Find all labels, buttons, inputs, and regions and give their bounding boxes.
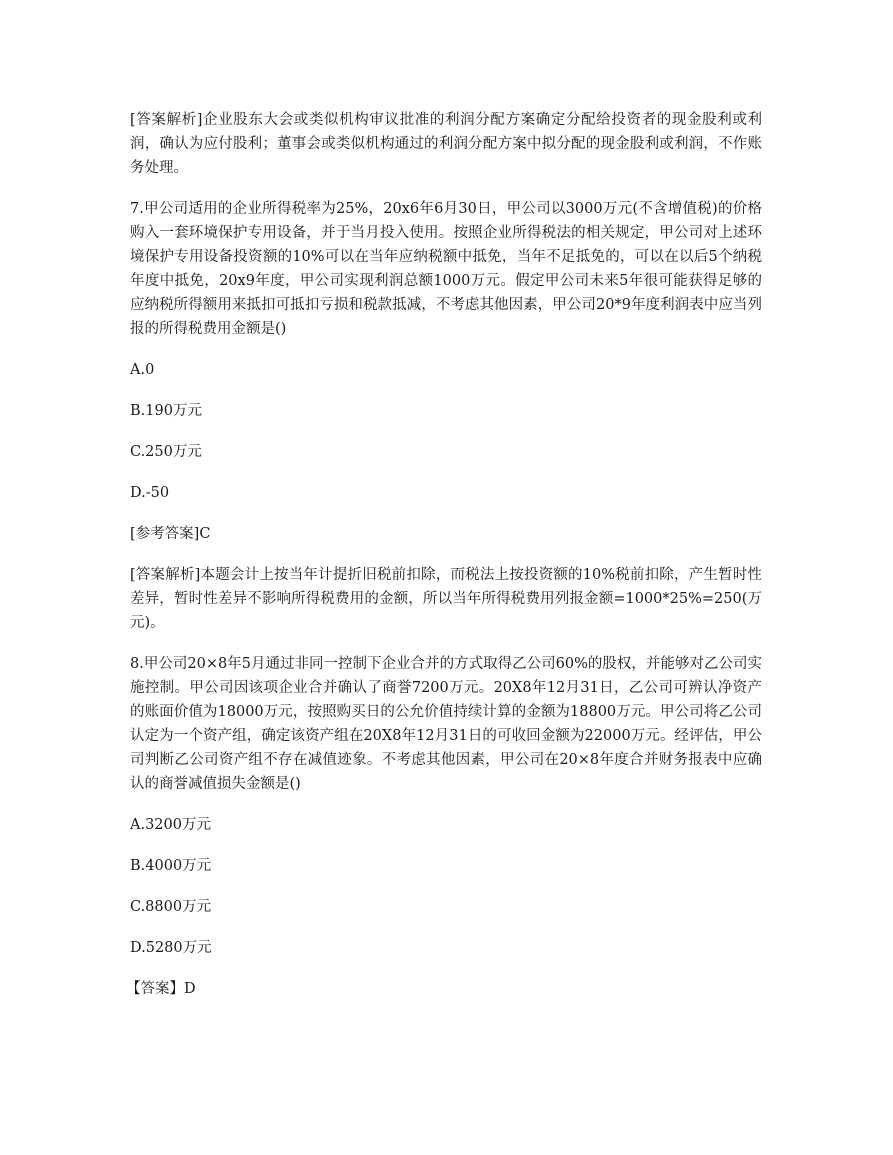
q7-option-d: D.-50: [130, 485, 170, 501]
prev-analysis-text: [答案解析]企业股东大会或类似机构审议批准的利润分配方案确定分配给投资者的现金股利或利润，确认为应付股利；董事会或类似机构通过的利润分配方案中拟分配的现金股利或利润，不作账务处理。: [130, 112, 762, 176]
document-page: [126, 108, 762, 1018]
q8-option-b: B.4000万元: [130, 858, 212, 874]
question-8-text: 8.甲公司20×8年5月通过非同一控制下企业合并的方式取得乙公司60%的股权，并能够对乙公司实施控制。甲公司因该项企业合并确认了商誉7200万元。20X8年12月31日，乙公司可辨认净资产的账面价值为18000万元，按照购买日的公允价值持续计算的金额为18800万元。甲公司将乙公司认定为一个资产组，确定该资产组在20X8年12月31日的可收回金额为22000万元。经评估，甲公司判断乙公司资产组不存在减值迹象。不考虑其他因素，甲公司在20×8年度合并财务报表中应确认的商誉减值损失金额是(): [130, 656, 762, 792]
q7-answer: [参考答案]C: [130, 526, 211, 542]
q7-option-a: A.0: [130, 362, 155, 378]
q7-option-b: B.190万元: [130, 403, 202, 419]
q7-analysis-text: [答案解析]本题会计上按当年计提折旧税前扣除，而税法上按投资额的10%税前扣除，产生暂时性差异，暂时性差异不影响所得税费用的金额，所以当年所得税费用列报金额=1000*25%=250(万元)。: [130, 567, 762, 631]
q7-option-c: C.250万元: [130, 444, 202, 460]
q8-answer: 【答案】D: [126, 981, 196, 997]
question-7-text: 7.甲公司适用的企业所得税率为25%，20x6年6月30日，甲公司以3000万元(不含增值税)的价格购入一套环境保护专用设备，并于当月投入使用。按照企业所得税法的相关规定，甲公司对上述环境保护专用设备投资额的10%可以在当年应纳税额中抵免，当年不足抵免的，可以在以后5个纳税年度中抵免，20x9年度，甲公司实现利润总额1000万元。假定甲公司未来5年很可能获得足够的应纳税所得额用来抵扣可抵扣亏损和税款抵减，不考虑其他因素，甲公司20*9年度利润表中应当列报的所得税费用金额是(): [130, 201, 762, 337]
q8-option-d: D.5280万元: [130, 940, 212, 956]
q8-option-c: C.8800万元: [130, 899, 212, 915]
q8-option-a: A.3200万元: [130, 817, 211, 833]
